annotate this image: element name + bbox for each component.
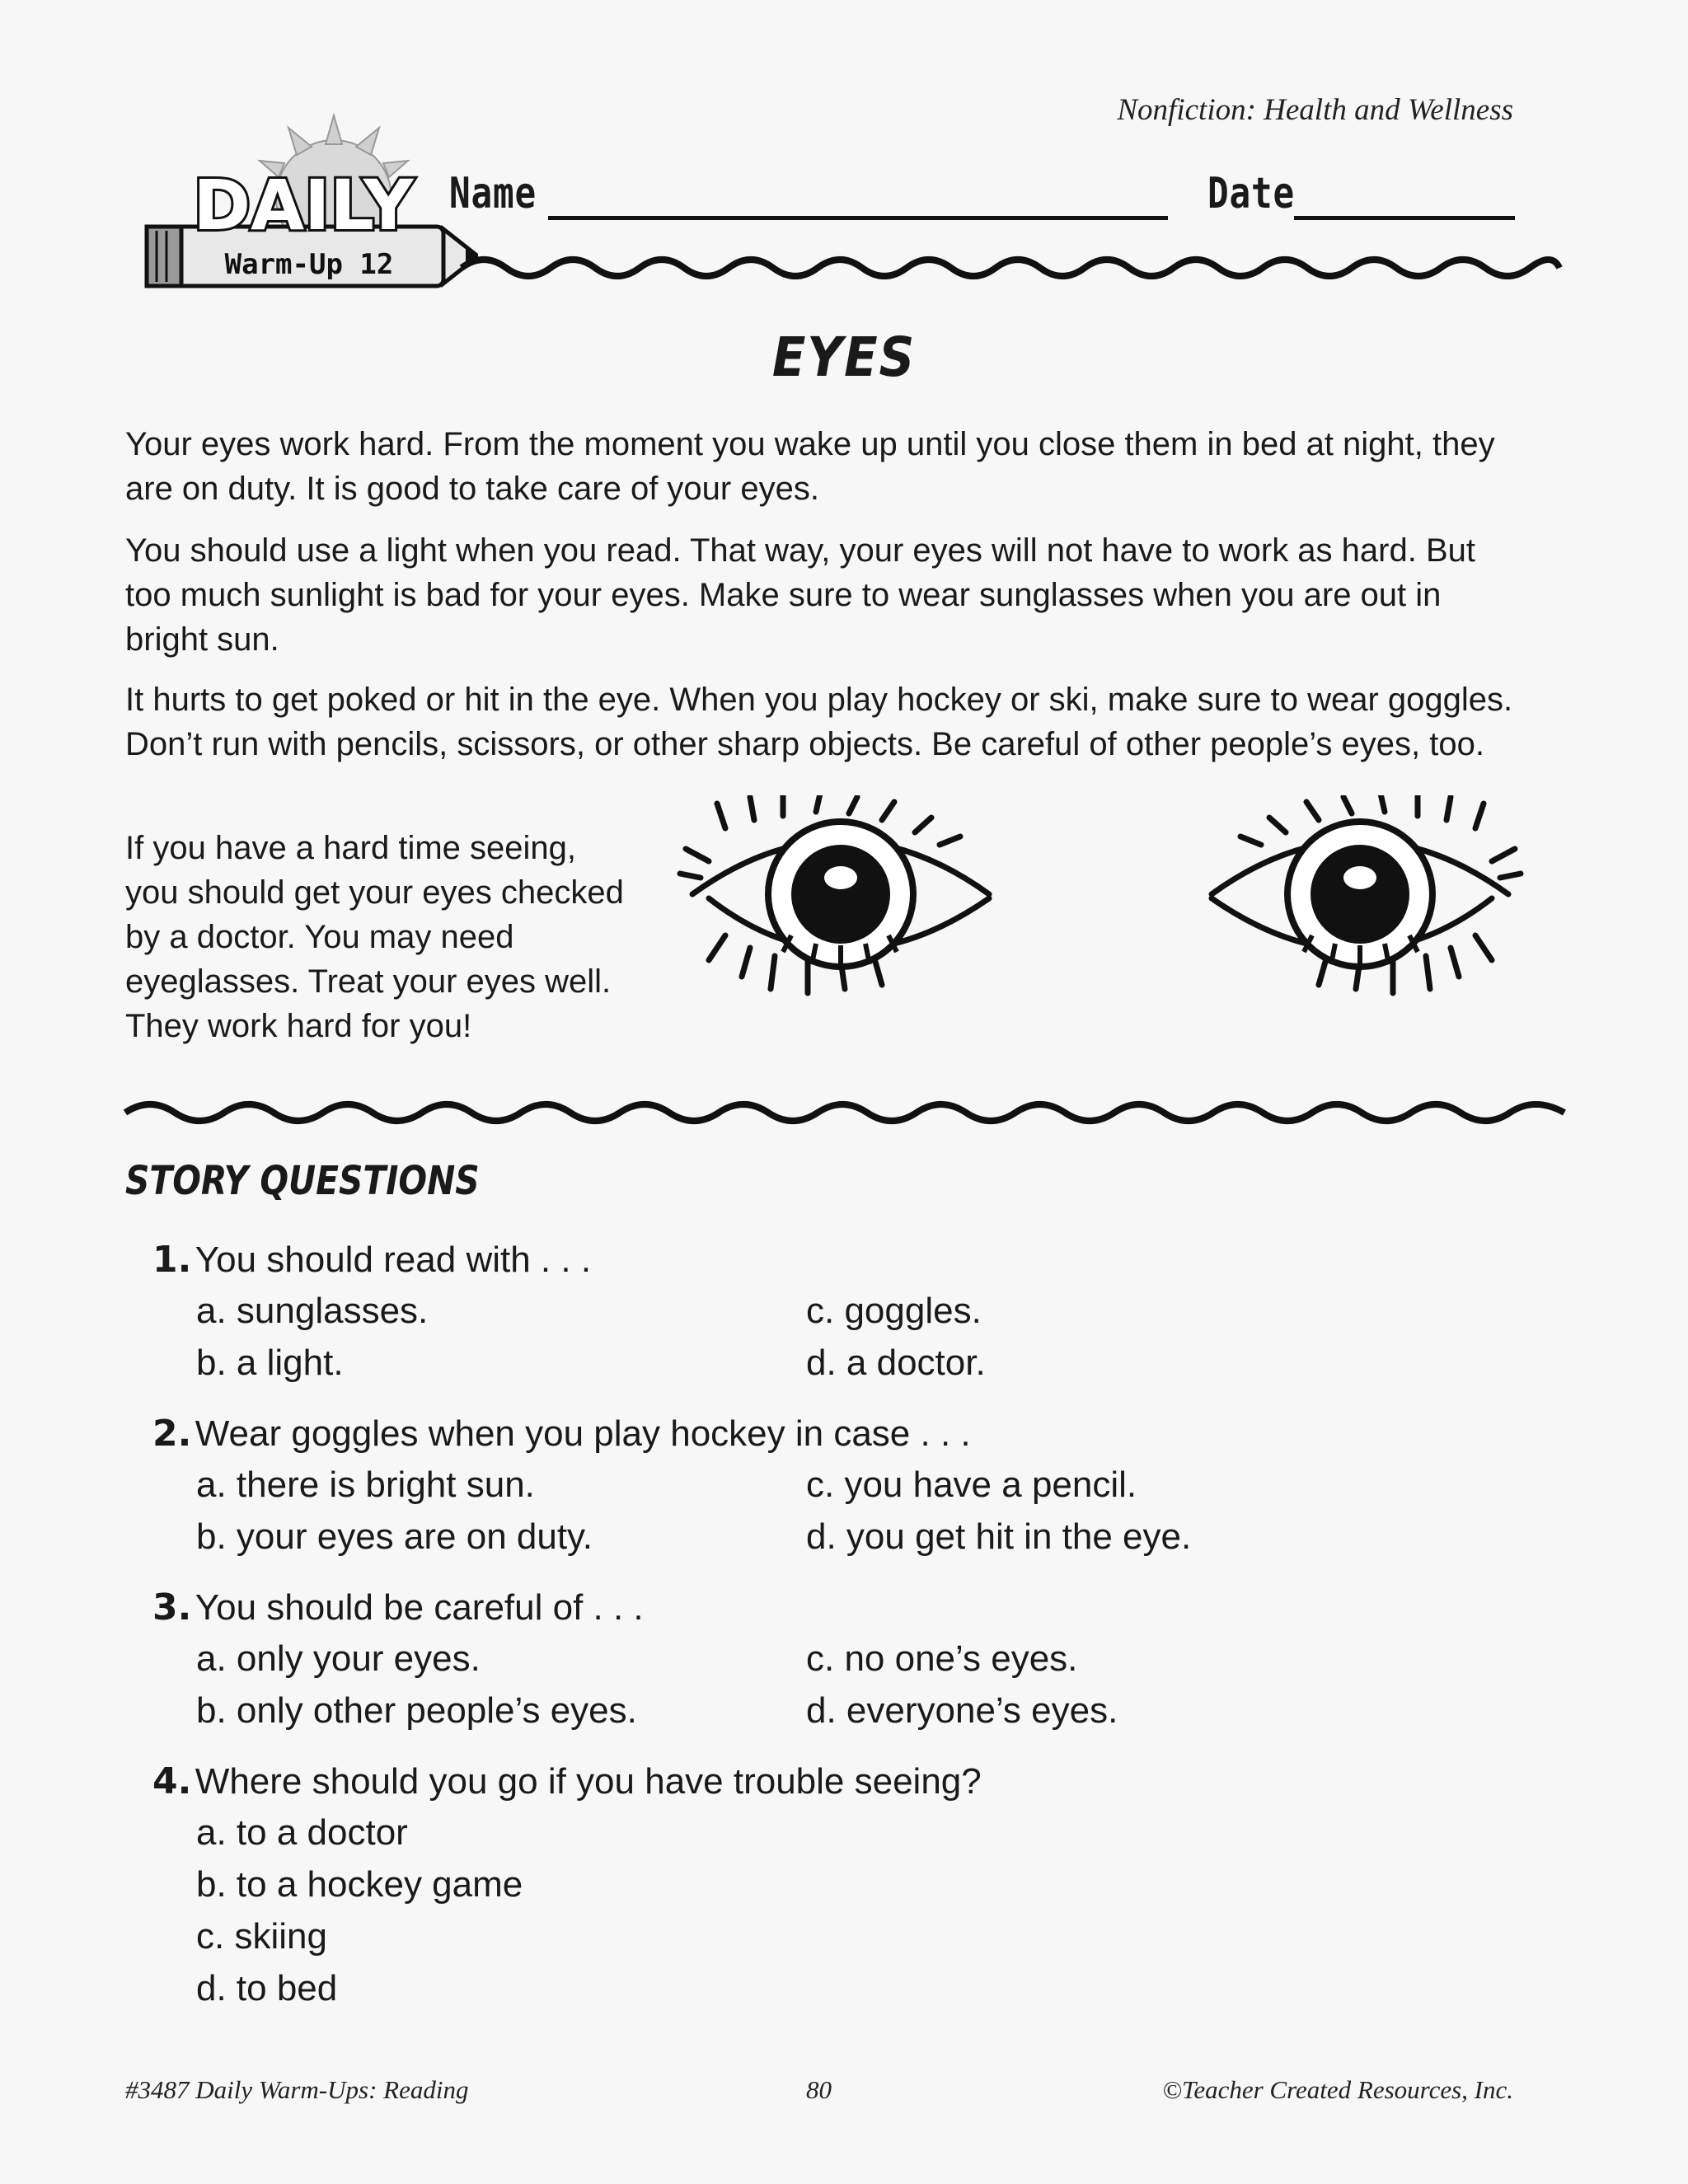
category-label: Nonfiction: Health and Wellness <box>1117 93 1513 127</box>
answer-option[interactable]: b. a light. <box>196 1343 344 1383</box>
question-text: Wear goggles when you play hockey in case . . . <box>195 1413 971 1454</box>
footer-book-title: #3487 Daily Warm-Ups: Reading <box>125 2075 469 2104</box>
answer-option[interactable]: a. there is bright sun. <box>196 1465 535 1505</box>
paragraph-line: They work hard for you! <box>125 1008 472 1044</box>
story-paragraph: You should use a light when you read. That way, your eyes will not have to work as hard. But too much sunlight is bad for your eyes. Make sure to wear sunglasses when you are out in bright sun. <box>125 532 1475 658</box>
question-1 <box>152 1239 591 1281</box>
page-number: 80 <box>806 2075 832 2104</box>
footer-copyright: ©Teacher Created Resources, Inc. <box>1162 2075 1513 2104</box>
answer-option[interactable]: a. to a doctor <box>196 1812 408 1853</box>
question-number: 2. <box>152 1413 192 1455</box>
section-title: STORY QUESTIONS <box>125 1158 480 1204</box>
answer-option[interactable]: a. sunglasses. <box>196 1291 429 1331</box>
question-text: You should be careful of . . . <box>195 1587 644 1628</box>
answer-option[interactable]: d. everyone’s eyes. <box>806 1690 1118 1731</box>
question-2 <box>152 1413 971 1455</box>
answer-option[interactable]: b. your eyes are on duty. <box>196 1516 593 1557</box>
wave-divider-top <box>0 247 1688 288</box>
answer-option[interactable]: c. goggles. <box>806 1291 982 1331</box>
question-number: 3. <box>152 1586 192 1629</box>
answer-option[interactable]: c. skiing <box>196 1916 327 1957</box>
question-4 <box>152 1760 982 1802</box>
name-field[interactable] <box>548 216 1168 220</box>
logo-subtitle: Warm-Up 12 <box>224 248 394 281</box>
answer-option[interactable]: d. you get hit in the eye. <box>806 1516 1192 1557</box>
story-paragraph-last <box>125 826 686 1048</box>
question-number: 4. <box>152 1760 192 1802</box>
answer-option[interactable]: b. to a hockey game <box>196 1864 523 1905</box>
date-field[interactable] <box>1294 216 1515 220</box>
answer-option[interactable]: a. only your eyes. <box>196 1638 481 1679</box>
question-text: Where should you go if you have trouble seeing? <box>195 1761 982 1802</box>
date-label: Date <box>1207 169 1295 218</box>
answer-option[interactable]: c. you have a pencil. <box>806 1465 1137 1505</box>
story-paragraph: It hurts to get poked or hit in the eye. When you play hockey or ski, make sure to wear goggles. Don’t run with pencils, scissors, or other sharp objects. Be careful of other people’s eyes, too. <box>125 682 1513 762</box>
paragraph-line: If you have a hard time seeing, <box>125 830 576 866</box>
question-text: You should read with . . . <box>195 1240 592 1280</box>
paragraph-line: by a doctor. You may need <box>125 919 514 955</box>
eye-illustration-left <box>676 795 1022 1043</box>
logo-word: DAILY <box>193 165 414 246</box>
answer-option[interactable]: b. only other people’s eyes. <box>196 1690 637 1731</box>
paragraph-line: eyeglasses. Treat your eyes well. <box>125 963 612 1000</box>
story-title: EYES <box>771 326 917 389</box>
question-3 <box>152 1586 644 1629</box>
story-paragraph: Your eyes work hard. From the moment you wake up until you close them in bed at night, they are on duty. It is good to take care of your eyes. <box>125 426 1495 507</box>
answer-option[interactable]: d. a doctor. <box>806 1343 986 1383</box>
question-number: 1. <box>152 1239 192 1281</box>
wave-divider-middle <box>0 1092 1688 1133</box>
eye-illustration-right <box>1179 795 1525 1043</box>
paragraph-line: you should get your eyes checked <box>125 874 624 911</box>
answer-option[interactable]: d. to bed <box>196 1968 338 2008</box>
name-label: Name <box>449 169 537 218</box>
answer-option[interactable]: c. no one’s eyes. <box>806 1638 1078 1679</box>
